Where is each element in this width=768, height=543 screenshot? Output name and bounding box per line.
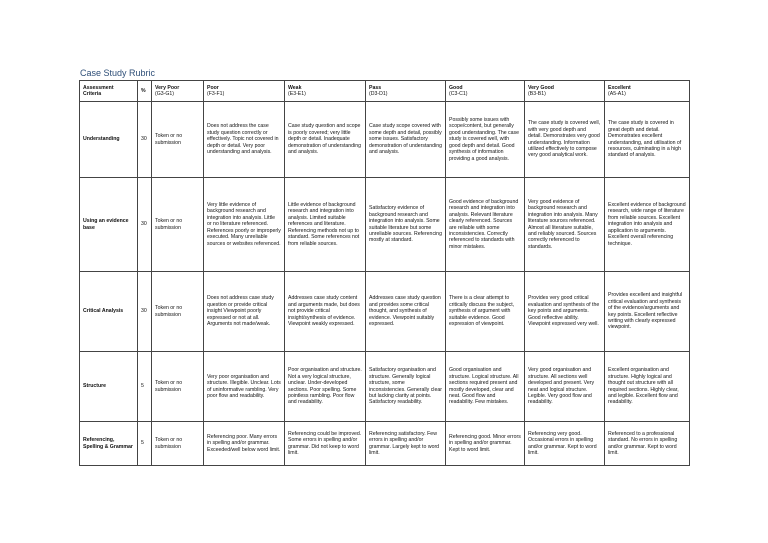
grade-cell-poor: Very poor organisation and structure. Illegible. Unclear. Lots of uninformative rambling. Very poor flow and readability.	[204, 352, 285, 422]
grade-cell-poor: Referencing poor. Many errors in spelling and/or grammar. Exceeded/well below word limit.	[204, 422, 285, 466]
grade-cell-good: Referencing good. Minor errors in spelling and/or grammar. Kept to word limit.	[446, 422, 525, 466]
grade-cell-weak: Case study question and scope is poorly covered; very little depth or detail. Inadequate demonstration of understanding and analysis.	[285, 102, 366, 178]
grade-cell-weak: Referencing could be improved. Some errors in spelling and/or grammar. Did not keep to word limit.	[285, 422, 366, 466]
grade-cell-pass: Satisfactory evidence of background research and integration into analysis. Some suitable literature but some unreliable sources. Referencing mostly at standard.	[366, 178, 446, 272]
grade-cell-very-poor: Token or no submission	[152, 102, 204, 178]
percent-cell: 30	[138, 272, 152, 352]
grade-cell-weak: Addresses case study content and arguments made, but does not provide critical insight/synthesis of evidence. Viewpoint weakly expressed.	[285, 272, 366, 352]
criterion-cell: Using an evidence base	[80, 178, 138, 272]
grade-cell-excellent: Excellent evidence of background research, wide range of literature from reliable sources. Excellent integration into analysis and application to arguments. Excellent overall referencing technique.	[605, 178, 690, 272]
header-very-poor: Very Poor (G3-G1)	[152, 81, 204, 102]
grade-cell-pass: Case study scope covered with some depth and detail, possibly some issues. Satisfactory demonstration of understanding and analysis.	[366, 102, 446, 178]
grade-cell-very-good: Very good evidence of background research and integration into analysis. Many literature sources referenced. Almost all literature suitable, and reliably sourced. Sources correctly referenced to standards.	[525, 178, 605, 272]
header-weak: Weak (E3-E1)	[285, 81, 366, 102]
header-pass: Pass (D3-D1)	[366, 81, 446, 102]
criterion-cell: Referencing, Spelling & Grammar	[80, 422, 138, 466]
row-understanding	[80, 102, 690, 178]
header-percent: %	[138, 81, 152, 102]
grade-cell-excellent: The case study is covered in great depth and detail. Demonstrates excellent understanding, and utilisation of resources, culminating in a high standard of analysis.	[605, 102, 690, 178]
header-criteria: Assessment Criteria	[80, 81, 138, 102]
grade-cell-very-good: Very good organisation and structure. All sections well developed and present. Very neat and logical structure. Legible. Very good flow and readability.	[525, 352, 605, 422]
percent-cell: 5	[138, 422, 152, 466]
rubric-table	[79, 80, 690, 466]
grade-cell-excellent: Provides excellent and insightful critical evaluation and synthesis of the evidence/arguments and key points. Excellent reflective writing with clearly expressed viewpoint.	[605, 272, 690, 352]
grade-cell-very-poor: Token or no submission	[152, 352, 204, 422]
grade-cell-pass: Addresses case study question and provides some critical thought, and synthesis of evidence. Viewpoint suitably expressed.	[366, 272, 446, 352]
grade-cell-weak: Poor organisation and structure. Not a very logical structure, unclear. Under-developed sections. Poor spelling. Some pointless rambling. Poor flow and readability.	[285, 352, 366, 422]
grade-cell-poor: Does not address case study question or provide critical insight Viewpoint poorly expressed or not at all. Arguments not made/weak.	[204, 272, 285, 352]
grade-cell-excellent: Excellent organisation and structure. Highly logical and thought out structure with all required sections. Highly clear, and legible. Excellent flow and readability.	[605, 352, 690, 422]
criterion-cell: Structure	[80, 352, 138, 422]
grade-cell-very-poor: Token or no submission	[152, 422, 204, 466]
grade-cell-weak: Little evidence of background research and integration into analysis. Limited suitable references and literature. Referencing methods not up to standard. Some references not from reliable sources.	[285, 178, 366, 272]
grade-cell-very-poor: Token or no submission	[152, 178, 204, 272]
percent-cell: 30	[138, 178, 152, 272]
grade-cell-good: Good organisation and structure. Logical structure. All sections required present and mostly developed, clear and neat. Good flow and readability. Few mistakes.	[446, 352, 525, 422]
criterion-cell: Understanding	[80, 102, 138, 178]
grade-cell-very-good: The case study is covered well, with very good depth and detail. Demonstrates very good understanding. Information utilized effectively to compose very good analytical work.	[525, 102, 605, 178]
header-poor: Poor (F3-F1)	[204, 81, 285, 102]
row-structure	[80, 352, 690, 422]
header-row	[80, 81, 690, 102]
header-very-good: Very Good (B3-B1)	[525, 81, 605, 102]
grade-cell-excellent: Referenced to a professional standard. No errors in spelling and/or grammar. Kept to word limit.	[605, 422, 690, 466]
grade-cell-very-good: Provides very good critical evaluation and synthesis of the key points and arguments. Good reflective ability. Viewpoint expressed very well.	[525, 272, 605, 352]
header-good: Good (C3-C1)	[446, 81, 525, 102]
grade-cell-good: Good evidence of background research and integration into analysis. Relevant literature clearly referenced. Sources are reliable with some inconsistencies. Correctly referenced to standards with minor mistakes.	[446, 178, 525, 272]
criterion-cell: Critical Analysis	[80, 272, 138, 352]
percent-cell: 5	[138, 352, 152, 422]
header-excellent: Excellent (A5-A1)	[605, 81, 690, 102]
percent-cell: 30	[138, 102, 152, 178]
grade-cell-pass: Referencing satisfactory. Few errors in spelling and/or grammar. Largely kept to word limit.	[366, 422, 446, 466]
grade-cell-poor: Does not address the case study question correctly or effectively. Topic not covered in depth or detail. Very poor understanding and analysis.	[204, 102, 285, 178]
grade-cell-poor: Very little evidence of background research and integration into analysis. Little or no literature referenced. References poorly or improperly executed. Many unreliable sources or websites referenced.	[204, 178, 285, 272]
page-title: Case Study Rubric	[80, 68, 156, 78]
row-referencing	[80, 422, 690, 466]
row-critical-analysis	[80, 272, 690, 352]
grade-cell-pass: Satisfactory organisation and structure. Generally logical structure, some inconsistencies. Generally clear but lacking clarity at points. Satisfactory readability.	[366, 352, 446, 422]
grade-cell-good: There is a clear attempt to critically discuss the subject, synthesis of argument with suitable evidence. Good expression of viewpoint.	[446, 272, 525, 352]
grade-cell-good: Possibly some issues with scope/content, but generally good understanding. The case study is covered well, with good depth and detail. Good synthesis of information providing a good analysis.	[446, 102, 525, 178]
grade-cell-very-poor: Token or no submission	[152, 272, 204, 352]
row-evidence-base	[80, 178, 690, 272]
grade-cell-very-good: Referencing very good. Occasional errors in spelling and/or grammar. Kept to word limit.	[525, 422, 605, 466]
